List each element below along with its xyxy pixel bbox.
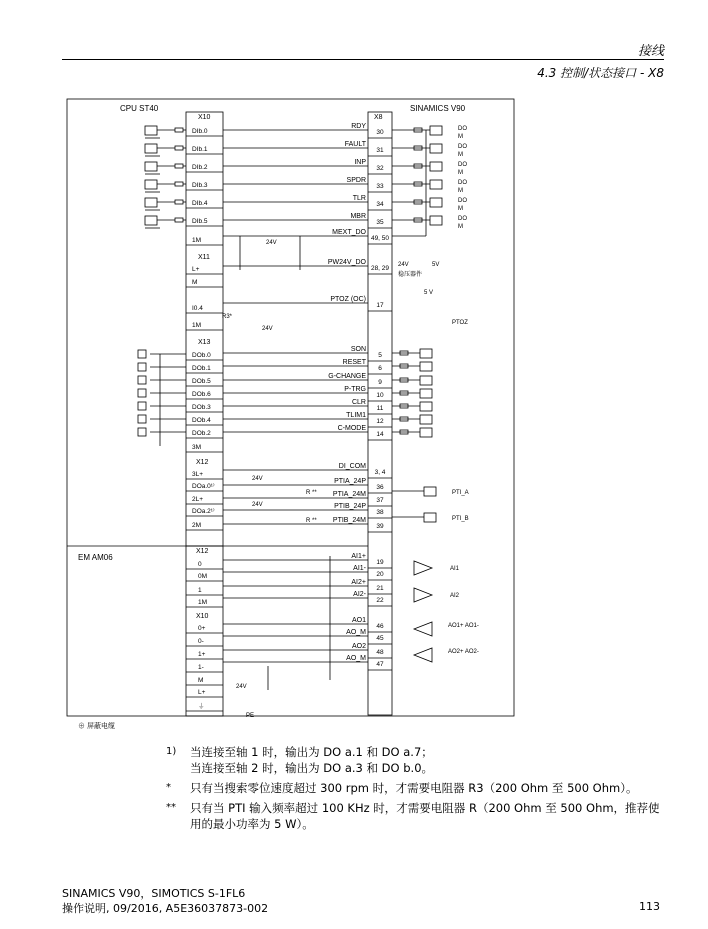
pin-3: 33	[376, 183, 384, 190]
switch-contact	[138, 376, 146, 384]
do-label: DO	[458, 180, 467, 186]
ptoz-label: PTOZ	[452, 320, 468, 326]
plc-terminal-2: DIb.2	[192, 164, 208, 171]
ao2-amplifier	[414, 648, 432, 662]
footnote-mark: 1)	[166, 746, 177, 757]
pti-a-symbol	[424, 487, 436, 496]
di-symbol	[145, 144, 157, 153]
chapter-title: 接线	[637, 44, 664, 59]
di-resistor	[175, 128, 183, 132]
di-resistor	[175, 218, 183, 222]
di-symbol	[145, 126, 157, 135]
do-label: DO	[458, 198, 467, 204]
plc-terminal-1: DIb.1	[192, 146, 208, 153]
connector-x10: X10	[198, 114, 211, 121]
plc-terminal-18: 3M	[192, 444, 202, 451]
switch-contact	[138, 363, 146, 371]
signal-label-2: INP	[354, 159, 366, 166]
pin-8: 17	[376, 302, 384, 309]
em-terminal-8: M	[198, 677, 204, 684]
em-terminal-2: 1	[198, 587, 202, 594]
signal-label-3: SPDR	[346, 177, 366, 184]
pin-12: 10	[376, 392, 384, 399]
connector-x8: X8	[374, 114, 383, 121]
footnotes	[166, 744, 666, 836]
signal-label-19: PTIB_24P	[334, 503, 366, 510]
pin-17: 36	[376, 484, 384, 491]
pin-13: 11	[376, 405, 384, 412]
signal-label-4: TLR	[352, 195, 366, 202]
plc-terminal-3: DIb.3	[192, 182, 208, 189]
signal-label-8: PTOZ (OC)	[330, 296, 366, 303]
em-terminal-3: 1M	[198, 599, 208, 606]
ao1-amplifier	[414, 622, 432, 636]
pin-16: 3, 4	[374, 469, 386, 476]
plc-terminal-6: 1M	[192, 237, 202, 244]
signal-label-20: PTIB_24M	[332, 517, 366, 524]
m-label: M	[458, 206, 463, 212]
signal-label-28: AO_M	[346, 655, 366, 662]
footer-product: SINAMICS V90，SIMOTICS S-1FL6	[62, 887, 246, 900]
signal-label-25: AO1	[351, 617, 366, 624]
plc-terminal-4: DIb.4	[192, 200, 208, 207]
di-resistor	[175, 164, 183, 168]
pin-2: 32	[376, 165, 384, 172]
signal-label-10: RESET	[342, 359, 366, 366]
pin-6: 49, 50	[370, 235, 390, 242]
footnote-1	[166, 744, 666, 776]
plc-terminal-9: I0.4	[192, 305, 203, 312]
m-label: M	[458, 188, 463, 194]
di-resistor	[175, 182, 183, 186]
pin-14: 12	[376, 418, 384, 425]
regulator-label: 稳压器件	[398, 272, 423, 278]
shield-legend: ⊕ 屏蔽电缆	[78, 723, 115, 730]
section-title: 4.3 控制/状态接口 - X8	[537, 66, 664, 80]
do-label: DO	[458, 162, 467, 168]
footnote-text: 当连接至轴 2 时，输出为 DO a.3 和 DO b.0。	[190, 761, 434, 775]
ao2-label: AO2+ AO2-	[448, 649, 479, 655]
di-symbol	[145, 162, 157, 171]
input-relay	[420, 349, 432, 358]
plc-terminal-8: M	[192, 279, 198, 286]
footnote-mark: *	[166, 782, 171, 793]
switch-contact	[138, 402, 146, 410]
plc-terminal-0: DIb.0	[192, 128, 208, 135]
connector-x11: X11	[198, 254, 210, 261]
signal-label-12: P-TRG	[344, 386, 366, 393]
plc-terminal-10: 1M	[192, 322, 202, 329]
signal-label-22: AI1-	[353, 565, 366, 572]
plc-terminal-12: DOb.1	[192, 365, 211, 372]
signal-label-16: DI_COM	[338, 463, 366, 470]
plc-terminal-15: DOb.3	[192, 404, 211, 411]
signal-label-0: RDY	[351, 123, 366, 130]
plc-terminal-16: DOb.4	[192, 417, 211, 424]
input-relay	[420, 415, 432, 424]
plc-terminal-column	[186, 112, 223, 546]
outer-frame	[67, 99, 514, 716]
pin-21: 19	[376, 559, 384, 566]
pin-26: 45	[376, 635, 384, 642]
m-label: M	[458, 224, 463, 230]
switch-contact	[138, 428, 146, 436]
em-terminal-0: 0	[198, 561, 202, 568]
pin-1: 31	[376, 147, 384, 154]
plc-terminal-5: DIb.5	[192, 218, 208, 225]
ao1-label: AO1+ AO1-	[448, 623, 479, 629]
footer-doc-id: 操作说明, 09/2016, A5E36037873-002	[62, 902, 269, 915]
ai1-amplifier	[414, 561, 432, 575]
signal-label-7: PW24V_DO	[327, 259, 366, 266]
supply-24v: 24V	[266, 240, 277, 246]
signal-label-24: AI2-	[353, 591, 366, 598]
pti-b-label: PTI_B	[452, 516, 469, 522]
plc-terminal-20: DOa.0¹⁾	[192, 483, 215, 490]
do-label: DO	[458, 126, 467, 132]
pin-9: 5	[378, 352, 382, 359]
signal-label-17: PTIA_24P	[334, 478, 366, 485]
supply-24v: 24V	[262, 326, 273, 332]
input-relay	[420, 376, 432, 385]
plc-terminal-21: 2L+	[192, 496, 204, 503]
supply-5v-b: 5 V	[424, 290, 434, 296]
pin-25: 46	[376, 623, 384, 630]
supply-5v: 5V	[432, 262, 440, 268]
signal-label-23: AI2+	[351, 579, 366, 586]
plc-terminal-22: DOa.2¹⁾	[192, 508, 215, 515]
plc-terminal-7: L+	[192, 266, 200, 273]
supply-24v: 24V	[252, 502, 263, 508]
pin-27: 48	[376, 649, 384, 656]
connector-x12: X12	[196, 459, 209, 466]
footnote-text: 只有当 PTI 输入频率超过 100 KHz 时，才需要电阻器 R（200 Ohm 至 500 Ohm，推荐使用的最小功率为 5 W）。	[190, 801, 660, 831]
connector-x12-em: X12	[196, 548, 209, 555]
switch-contact	[138, 415, 146, 423]
footnote-text: 只有当搜索零位速度超过 300 rpm 时，才需要电阻器 R3（200 Ohm 至 500 Ohm）。	[190, 781, 638, 795]
signal-label-6: MEXT_DO	[332, 229, 366, 236]
signal-label-13: CLR	[351, 399, 366, 406]
plc-terminal-11: DOb.0	[192, 352, 211, 359]
pin-4: 34	[376, 201, 384, 208]
ai1-label: AI1	[450, 566, 460, 572]
em-terminal-10: ⏚	[198, 703, 205, 710]
input-relay	[420, 362, 432, 371]
input-relay	[420, 402, 432, 411]
pin-11: 9	[378, 379, 382, 386]
plc-terminal-17: DOb.2	[192, 430, 211, 437]
pin-18: 37	[376, 497, 384, 504]
em-terminal-9: L+	[198, 689, 206, 696]
pin-5: 35	[376, 219, 384, 226]
footnote-2	[166, 780, 666, 796]
do-label: DO	[458, 216, 467, 222]
signal-label-14: TLIM1	[346, 412, 366, 419]
connector-x13: X13	[198, 339, 211, 346]
plc-terminal-13: DOb.5	[192, 378, 211, 385]
plc-title: CPU ST40	[120, 104, 159, 113]
m-label: M	[458, 152, 463, 158]
plc-terminal-14: DOb.6	[192, 391, 211, 398]
resistor-r: R **	[306, 518, 317, 524]
pin-28: 47	[376, 661, 384, 668]
do-relay	[430, 198, 442, 207]
plc-terminal-19: 3L+	[192, 471, 204, 478]
drive-title: SINAMICS V90	[410, 104, 466, 113]
em-title: EM AM06	[78, 553, 113, 562]
do-relay	[430, 180, 442, 189]
do-relay	[430, 162, 442, 171]
input-relay	[420, 428, 432, 437]
do-relay	[430, 126, 442, 135]
em-terminal-1: 0M	[198, 573, 208, 580]
resistor-r3: R3*	[222, 314, 233, 320]
em-terminal-6: 1+	[198, 651, 206, 658]
em-terminal-5: 0-	[198, 638, 204, 645]
supply-24v: 24V	[252, 476, 263, 482]
di-symbol	[145, 198, 157, 207]
footnote-3	[166, 800, 666, 832]
pti-a-label: PTI_A	[452, 490, 469, 496]
supply-24v: 24V	[236, 684, 247, 690]
em-terminal-4: 0+	[198, 625, 206, 632]
signal-label-18: PTIA_24M	[332, 491, 366, 498]
m-label: M	[458, 134, 463, 140]
signal-label-11: G-CHANGE	[328, 373, 366, 380]
di-symbol	[145, 216, 157, 225]
switch-contact	[138, 350, 146, 358]
ai2-label: AI2	[450, 593, 460, 599]
pin-15: 14	[376, 431, 384, 438]
page-number: 113	[639, 900, 660, 913]
pin-24: 22	[376, 597, 384, 604]
pin-10: 6	[378, 365, 382, 372]
pin-7: 28, 29	[370, 265, 390, 272]
do-label: DO	[458, 144, 467, 150]
do-relay	[430, 144, 442, 153]
signal-label-15: C-MODE	[337, 425, 366, 432]
signal-label-26: AO_M	[346, 629, 366, 636]
di-symbol	[145, 180, 157, 189]
pe-label: PE	[246, 713, 255, 719]
plc-terminal-23: 2M	[192, 522, 202, 529]
do-relay	[430, 216, 442, 225]
signal-label-5: MBR	[350, 213, 366, 220]
pin-20: 39	[376, 523, 384, 530]
di-resistor	[175, 146, 183, 150]
footnote-text: 当连接至轴 1 时，输出为 DO a.1 和 DO a.7；	[190, 745, 433, 759]
pin-23: 21	[376, 585, 384, 592]
input-relay	[420, 389, 432, 398]
footnote-mark: **	[166, 802, 176, 813]
signal-label-21: AI1+	[351, 553, 366, 560]
em-terminal-7: 1-	[198, 664, 204, 671]
ai2-amplifier	[414, 588, 432, 602]
resistor-r: R **	[306, 490, 317, 496]
di-resistor	[175, 200, 183, 204]
signal-label-9: SON	[350, 346, 366, 353]
pin-22: 20	[376, 571, 384, 578]
switch-contact	[138, 389, 146, 397]
pin-0: 30	[376, 129, 384, 136]
signal-label-1: FAULT	[344, 141, 366, 148]
pin-19: 38	[376, 509, 384, 516]
connector-x10-em: X10	[196, 613, 209, 620]
signal-label-27: AO2	[351, 643, 366, 650]
m-label: M	[458, 170, 463, 176]
supply-24v: 24V	[398, 262, 409, 268]
pti-b-symbol	[424, 513, 436, 522]
